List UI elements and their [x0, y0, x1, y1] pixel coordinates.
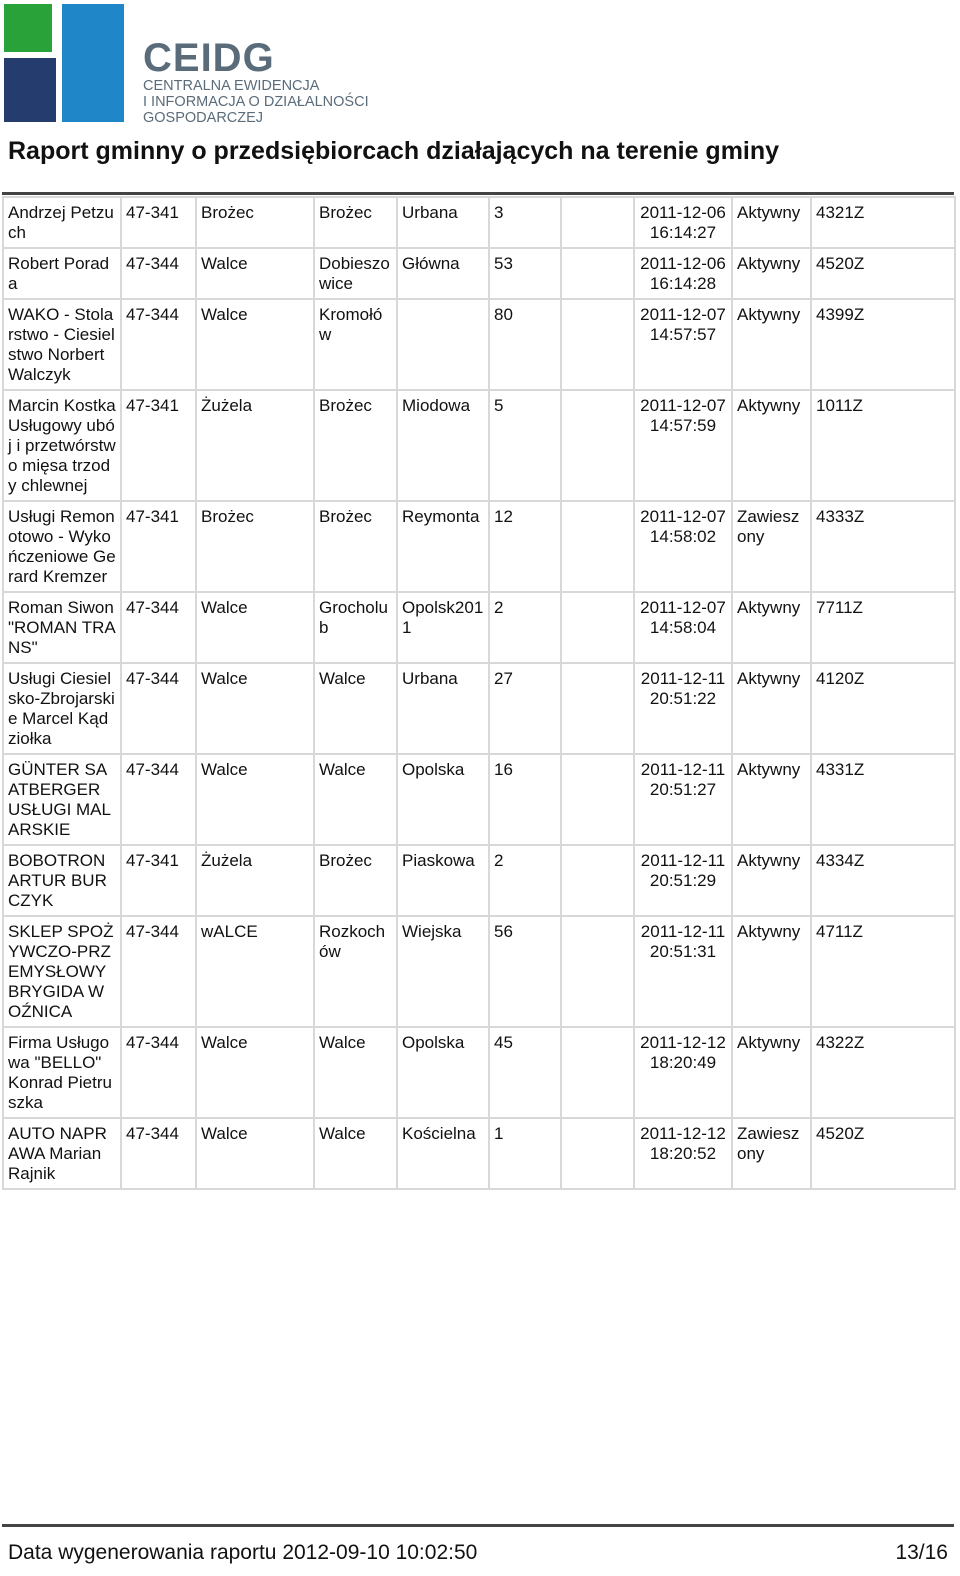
entry-date-cell: 2011-12-07 14:58:04	[634, 592, 732, 663]
postal-code-cell: 47-344	[121, 592, 196, 663]
business-name-cell: Usługi Ciesielsko-Zbrojarskie Marcel Kądziołka	[3, 663, 121, 754]
postal-code-cell: 47-344	[121, 916, 196, 1027]
locality-cell: Dobieszowice	[314, 248, 397, 299]
post-office-cell: Żużela	[196, 845, 314, 916]
logo-blue-block	[62, 4, 124, 122]
entry-date-cell: 2011-12-11 20:51:29	[634, 845, 732, 916]
post-office-cell: Żużela	[196, 390, 314, 501]
locality-cell: Brożec	[314, 845, 397, 916]
pkd-code-cell: 4520Z	[811, 248, 955, 299]
status-cell: Aktywny	[732, 845, 811, 916]
status-cell: Aktywny	[732, 248, 811, 299]
report-table	[2, 196, 956, 1190]
pkd-code-cell: 4333Z	[811, 501, 955, 592]
business-name-cell: Roman Siwon "ROMAN TRANS"	[3, 592, 121, 663]
pkd-code-cell: 4120Z	[811, 663, 955, 754]
unit-number-cell	[561, 916, 634, 1027]
status-cell: Zawieszony	[732, 501, 811, 592]
unit-number-cell	[561, 845, 634, 916]
street-cell: Urbana	[397, 197, 489, 248]
status-cell: Aktywny	[732, 754, 811, 845]
business-name-cell: GÜNTER SAATBERGER USŁUGI MALARSKIE	[3, 754, 121, 845]
unit-number-cell	[561, 501, 634, 592]
status-cell: Aktywny	[732, 299, 811, 390]
post-office-cell: Brożec	[196, 197, 314, 248]
table-row	[3, 754, 955, 845]
entry-date-cell: 2011-12-06 16:14:28	[634, 248, 732, 299]
building-number-cell: 2	[489, 592, 561, 663]
postal-code-cell: 47-344	[121, 754, 196, 845]
locality-cell: Brożec	[314, 390, 397, 501]
business-name-cell: WAKO - Stolarstwo - Ciesielstwo Norbert Walczyk	[3, 299, 121, 390]
entry-date-cell: 2011-12-11 20:51:27	[634, 754, 732, 845]
entry-date-cell: 2011-12-07 14:58:02	[634, 501, 732, 592]
brand-name: CEIDG	[143, 36, 275, 80]
table-row	[3, 197, 955, 248]
status-cell: Aktywny	[732, 197, 811, 248]
pkd-code-cell: 1011Z	[811, 390, 955, 501]
building-number-cell: 53	[489, 248, 561, 299]
building-number-cell: 5	[489, 390, 561, 501]
building-number-cell: 1	[489, 1118, 561, 1189]
page-number: 13/16	[895, 1541, 948, 1564]
business-name-cell: AUTO NAPRAWA Marian Rajnik	[3, 1118, 121, 1189]
business-name-cell: Robert Porada	[3, 248, 121, 299]
building-number-cell: 2	[489, 845, 561, 916]
business-name-cell: Usługi Remonotowo - Wykończeniowe Gerard Kremzer	[3, 501, 121, 592]
entry-date-cell: 2011-12-07 14:57:57	[634, 299, 732, 390]
unit-number-cell	[561, 299, 634, 390]
entry-date-cell: 2011-12-11 20:51:22	[634, 663, 732, 754]
table-row	[3, 1118, 955, 1189]
status-cell: Aktywny	[732, 663, 811, 754]
street-cell: Wiejska	[397, 916, 489, 1027]
table-row	[3, 592, 955, 663]
generation-date: Data wygenerowania raportu 2012-09-10 10:02:50	[8, 1541, 478, 1564]
business-name-cell: Marcin Kostka Usługowy ubój i przetwórstwo mięsa trzody chlewnej	[3, 390, 121, 501]
table-row	[3, 248, 955, 299]
locality-cell: Walce	[314, 663, 397, 754]
entry-date-cell: 2011-12-06 16:14:27	[634, 197, 732, 248]
street-cell: Opolska	[397, 754, 489, 845]
status-cell: Aktywny	[732, 916, 811, 1027]
post-office-cell: Walce	[196, 754, 314, 845]
post-office-cell: wALCE	[196, 916, 314, 1027]
table-row	[3, 663, 955, 754]
pkd-code-cell: 4711Z	[811, 916, 955, 1027]
unit-number-cell	[561, 197, 634, 248]
business-name-cell: SKLEP SPOŻYWCZO-PRZEMYSŁOWY BRYGIDA WOŹNICA	[3, 916, 121, 1027]
street-cell: Kościelna	[397, 1118, 489, 1189]
street-cell: Opolska	[397, 1027, 489, 1118]
postal-code-cell: 47-344	[121, 1118, 196, 1189]
building-number-cell: 80	[489, 299, 561, 390]
street-cell: Opolsk2011	[397, 592, 489, 663]
building-number-cell: 3	[489, 197, 561, 248]
unit-number-cell	[561, 1027, 634, 1118]
business-name-cell: BOBOTRON ARTUR BURCZYK	[3, 845, 121, 916]
locality-cell: Kromołów	[314, 299, 397, 390]
postal-code-cell: 47-341	[121, 845, 196, 916]
building-number-cell: 27	[489, 663, 561, 754]
street-cell: Urbana	[397, 663, 489, 754]
post-office-cell: Walce	[196, 592, 314, 663]
street-cell: Miodowa	[397, 390, 489, 501]
brand-line: GOSPODARCZEJ	[143, 110, 264, 126]
footer-divider	[2, 1524, 954, 1527]
table-row	[3, 916, 955, 1027]
brand-line: CENTRALNA EWIDENCJA	[143, 78, 320, 94]
street-cell: Piaskowa	[397, 845, 489, 916]
building-number-cell: 45	[489, 1027, 561, 1118]
street-cell: Główna	[397, 248, 489, 299]
locality-cell: Walce	[314, 1027, 397, 1118]
pkd-code-cell: 4321Z	[811, 197, 955, 248]
post-office-cell: Walce	[196, 248, 314, 299]
table-row	[3, 299, 955, 390]
building-number-cell: 56	[489, 916, 561, 1027]
postal-code-cell: 47-344	[121, 248, 196, 299]
entry-date-cell: 2011-12-11 20:51:31	[634, 916, 732, 1027]
entry-date-cell: 2011-12-07 14:57:59	[634, 390, 732, 501]
entry-date-cell: 2011-12-12 18:20:49	[634, 1027, 732, 1118]
pkd-code-cell: 7711Z	[811, 592, 955, 663]
street-cell	[397, 299, 489, 390]
postal-code-cell: 47-341	[121, 197, 196, 248]
locality-cell: Walce	[314, 1118, 397, 1189]
unit-number-cell	[561, 390, 634, 501]
table-row	[3, 501, 955, 592]
street-cell: Reymonta	[397, 501, 489, 592]
post-office-cell: Brożec	[196, 501, 314, 592]
status-cell: Aktywny	[732, 1027, 811, 1118]
report-title: Raport gminny o przedsiębiorcach działających na terenie gminy	[8, 137, 780, 165]
unit-number-cell	[561, 754, 634, 845]
pkd-code-cell: 4322Z	[811, 1027, 955, 1118]
post-office-cell: Walce	[196, 663, 314, 754]
locality-cell: Walce	[314, 754, 397, 845]
logo-green-square	[4, 4, 52, 52]
locality-cell: Brożec	[314, 501, 397, 592]
unit-number-cell	[561, 663, 634, 754]
ceidg-logo-icon	[4, 4, 124, 124]
unit-number-cell	[561, 592, 634, 663]
postal-code-cell: 47-344	[121, 1027, 196, 1118]
locality-cell: Brożec	[314, 197, 397, 248]
header-divider	[2, 192, 954, 195]
business-name-cell: Firma Usługowa "BELLO" Konrad Pietruszka	[3, 1027, 121, 1118]
table-row	[3, 390, 955, 501]
brand-line: I INFORMACJA O DZIAŁALNOŚCI	[143, 94, 369, 110]
business-name-cell: Andrzej Petzuch	[3, 197, 121, 248]
post-office-cell: Walce	[196, 1118, 314, 1189]
pkd-code-cell: 4520Z	[811, 1118, 955, 1189]
unit-number-cell	[561, 1118, 634, 1189]
status-cell: Aktywny	[732, 592, 811, 663]
pkd-code-cell: 4334Z	[811, 845, 955, 916]
building-number-cell: 12	[489, 501, 561, 592]
postal-code-cell: 47-341	[121, 501, 196, 592]
postal-code-cell: 47-344	[121, 663, 196, 754]
unit-number-cell	[561, 248, 634, 299]
status-cell: Zawieszony	[732, 1118, 811, 1189]
locality-cell: Grocholub	[314, 592, 397, 663]
brand	[143, 38, 369, 126]
post-office-cell: Walce	[196, 299, 314, 390]
postal-code-cell: 47-344	[121, 299, 196, 390]
table-row	[3, 845, 955, 916]
pkd-code-cell: 4399Z	[811, 299, 955, 390]
entry-date-cell: 2011-12-12 18:20:52	[634, 1118, 732, 1189]
logo-navy-block	[4, 58, 56, 122]
post-office-cell: Walce	[196, 1027, 314, 1118]
building-number-cell: 16	[489, 754, 561, 845]
table-row	[3, 1027, 955, 1118]
locality-cell: Rozkochów	[314, 916, 397, 1027]
status-cell: Aktywny	[732, 390, 811, 501]
pkd-code-cell: 4331Z	[811, 754, 955, 845]
postal-code-cell: 47-341	[121, 390, 196, 501]
